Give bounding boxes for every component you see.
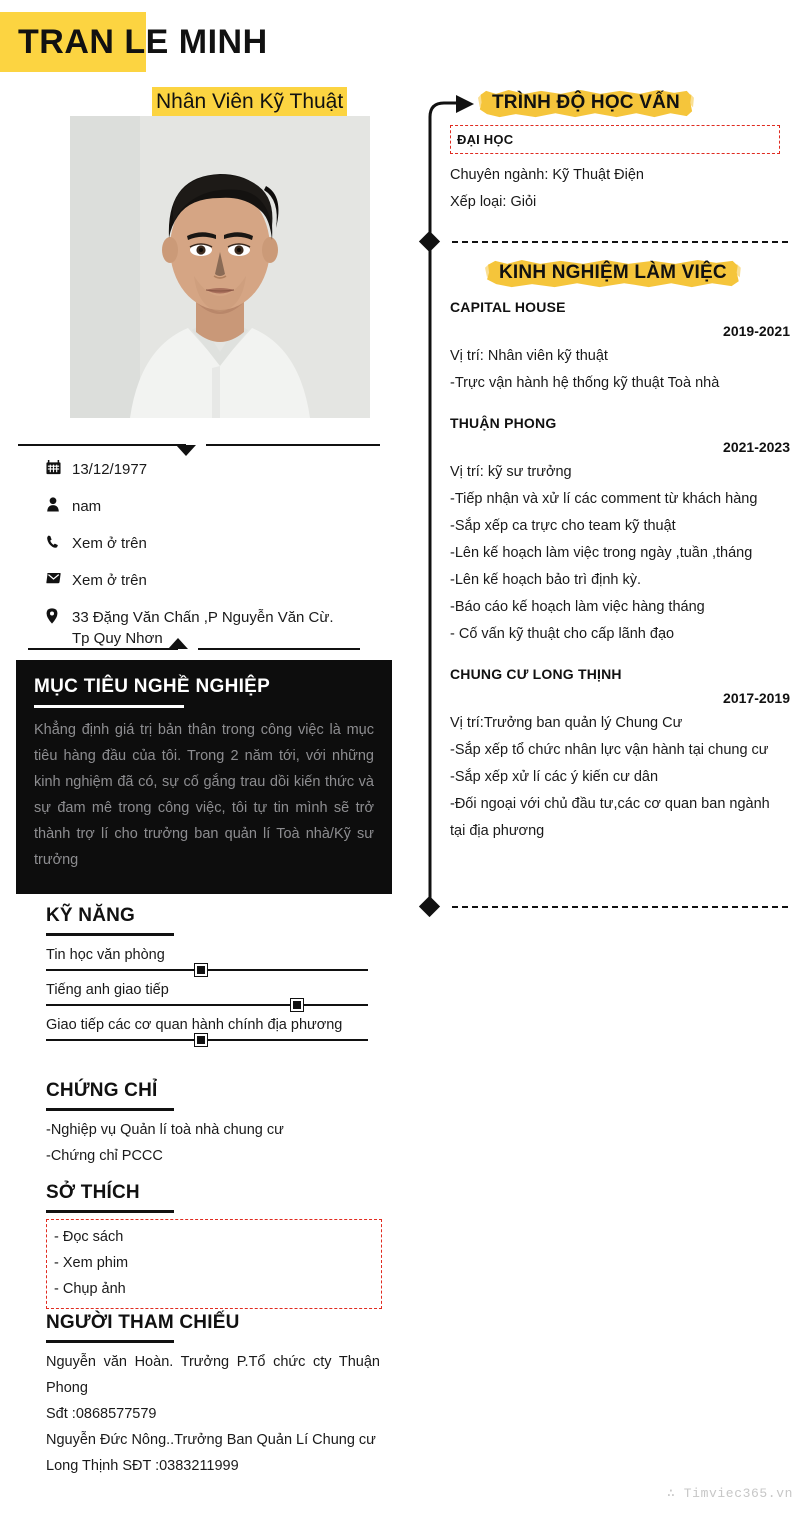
hobbies-section — [46, 1182, 391, 1309]
job-title-subtitle: Nhân Viên Kỹ Thuật — [152, 87, 347, 117]
skills-title: KỸ NĂNG — [46, 905, 136, 926]
contact-item-address — [46, 607, 386, 649]
education-grade: Xếp loại: Giỏi — [450, 194, 537, 210]
skill-slider-track[interactable] — [46, 1039, 368, 1041]
references-section — [46, 1312, 391, 1479]
education-title: TRÌNH ĐỘ HỌC VẤN — [492, 92, 680, 113]
job-line: tại địa phương — [450, 823, 545, 839]
contact-item-birthday — [46, 459, 386, 480]
avatar — [70, 116, 370, 418]
person-icon — [46, 496, 72, 512]
job-line: -Đối ngoại với chủ đầu tư,các cơ quan ban ngành — [450, 796, 770, 812]
phone-value: Xem ở trên — [72, 535, 147, 552]
skills-section — [46, 905, 391, 1041]
reference-line: Nguyễn văn Hoàn. Trưởng P.Tổ chức cty Thuận Phong — [46, 1354, 380, 1396]
skill-slider-track[interactable] — [46, 1004, 368, 1006]
email-value: Xem ở trên — [72, 572, 147, 589]
hobbies-rule — [46, 1210, 174, 1213]
reference-line: Nguyễn Đức Nông..Trưởng Ban Quản Lí Chung cư — [46, 1432, 376, 1448]
address-line-2: Tp Quy Nhơn — [72, 630, 163, 647]
skill-label: Giao tiếp các cơ quan hành chính địa phương — [46, 1017, 343, 1033]
job-line: -Sắp xếp ca trực cho team kỹ thuật — [450, 518, 676, 534]
page-title: TRAN LE MINH — [18, 23, 268, 61]
phone-icon — [46, 533, 72, 549]
portrait-illustration — [70, 116, 370, 418]
location-pin-icon — [46, 607, 72, 624]
birthday-value: 13/12/1977 — [72, 461, 148, 478]
job-line: -Tiếp nhận và xử lí các comment từ khách hàng — [450, 491, 758, 507]
career-objective-title: MỤC TIÊU NGHỀ NGHIỆP — [34, 676, 271, 697]
reference-line: Sđt :0868577579 — [46, 1406, 157, 1422]
employment-date: 2017-2019 — [723, 690, 790, 706]
site-watermark: ∴ Timviec365.vn — [666, 1486, 793, 1501]
references-body — [46, 1349, 380, 1479]
job-line: -Báo cáo kế hoạch làm việc hàng tháng — [450, 599, 705, 615]
company-name: CAPITAL HOUSE — [450, 299, 566, 315]
divider-down-triangle — [176, 445, 196, 456]
envelope-icon — [46, 570, 72, 585]
reference-line: Long Thịnh SĐT :0383211999 — [46, 1458, 239, 1474]
job-line: -Sắp xếp xử lí các ý kiến cư dân — [450, 769, 659, 785]
address-value — [72, 607, 334, 649]
education-major: Chuyên ngành: Kỹ Thuật Điện — [450, 167, 645, 183]
address-line-1: 33 Đặng Văn Chấn ,P Nguyễn Văn Cừ. — [72, 609, 334, 626]
skill-item — [46, 979, 391, 1006]
divider-top-left — [18, 444, 186, 446]
education-details — [450, 162, 790, 216]
skills-rule — [46, 933, 174, 936]
gender-value: nam — [72, 498, 102, 515]
certificates-section — [46, 1080, 391, 1169]
education-section — [450, 88, 790, 216]
list-item: - Đọc sách — [54, 1229, 124, 1245]
career-objective-rule — [34, 705, 184, 708]
divider-top-right — [206, 444, 380, 446]
contact-list — [46, 459, 386, 665]
experience-item — [450, 299, 790, 397]
timeline-dashed-divider — [452, 241, 788, 243]
job-description — [450, 710, 790, 845]
divider-bottom-right — [198, 648, 360, 650]
contact-item-email — [46, 570, 386, 591]
job-line: Vị trí:Trưởng ban quản lý Chung Cư — [450, 715, 683, 731]
references-rule — [46, 1340, 174, 1343]
list-item: -Chứng chỉ PCCC — [46, 1148, 163, 1164]
skill-slider-track[interactable] — [46, 969, 368, 971]
job-line: - Cố vấn kỹ thuật cho cấp lãnh đạo — [450, 626, 675, 642]
certificates-title: CHỨNG CHỈ — [46, 1080, 158, 1101]
timeline-dashed-divider — [452, 906, 788, 908]
divider-up-triangle — [168, 638, 188, 649]
experience-section — [450, 258, 790, 845]
calendar-icon — [46, 459, 72, 475]
list-item: - Chụp ảnh — [54, 1281, 126, 1297]
skill-item — [46, 944, 391, 971]
references-title: NGƯỜI THAM CHIẾU — [46, 1312, 240, 1333]
education-degree-box[interactable] — [450, 125, 780, 154]
employment-date: 2019-2021 — [723, 323, 790, 339]
certificates-list — [46, 1117, 391, 1169]
hobbies-list — [51, 1224, 377, 1302]
job-line: -Trực vận hành hệ thống kỹ thuật Toà nhà — [450, 375, 720, 391]
hobbies-title: SỞ THÍCH — [46, 1182, 140, 1203]
skill-item — [46, 1014, 391, 1041]
employment-date: 2021-2023 — [723, 439, 790, 455]
company-name: THUẬN PHONG — [450, 415, 557, 431]
company-name: CHUNG CƯ LONG THỊNH — [450, 666, 622, 682]
career-objective-body: Khẳng định giá trị bản thân trong công việc là mục tiêu hàng đầu của tôi. Trong 2 năm tới, với những kinh nghiệm đã có, sự cố gắng trau dồi kiến thức và sự đam mê trong công việc, tôi tự tin mình sẽ trở thành trợ lí cho trưởng ban quản lí Toà nhà/Kỹ sư trưởng — [34, 722, 374, 868]
experience-item — [450, 415, 790, 648]
list-item: - Xem phim — [54, 1255, 129, 1271]
skill-slider-knob[interactable] — [195, 1034, 207, 1046]
career-objective-section — [16, 660, 392, 894]
education-degree: ĐẠI HỌC — [457, 132, 514, 147]
job-line: -Lên kế hoạch làm việc trong ngày ,tuần ,tháng — [450, 545, 753, 561]
skill-label: Tin học văn phòng — [46, 947, 165, 963]
job-line: -Sắp xếp tổ chức nhân lực vận hành tại chung cư — [450, 742, 769, 758]
list-item: -Nghiệp vụ Quản lí toà nhà chung cư — [46, 1122, 284, 1138]
job-description — [450, 343, 790, 397]
divider-bottom-left — [28, 648, 178, 650]
experience-title: KINH NGHIỆM LÀM VIỆC — [499, 262, 727, 283]
job-line: -Lên kế hoạch bảo trì định kỳ. — [450, 572, 642, 588]
hobbies-edit-box[interactable] — [46, 1219, 382, 1309]
job-line: Vị trí: kỹ sư trưởng — [450, 464, 572, 480]
certificates-rule — [46, 1108, 174, 1111]
job-line: Vị trí: Nhân viên kỹ thuật — [450, 348, 608, 364]
skill-slider-knob[interactable] — [195, 964, 207, 976]
education-title-highlight — [478, 88, 694, 119]
skill-label: Tiếng anh giao tiếp — [46, 982, 169, 998]
experience-title-highlight — [485, 258, 741, 289]
contact-item-phone — [46, 533, 386, 554]
contact-item-gender — [46, 496, 386, 517]
experience-item — [450, 666, 790, 845]
skill-slider-knob[interactable] — [291, 999, 303, 1011]
job-description — [450, 459, 790, 648]
